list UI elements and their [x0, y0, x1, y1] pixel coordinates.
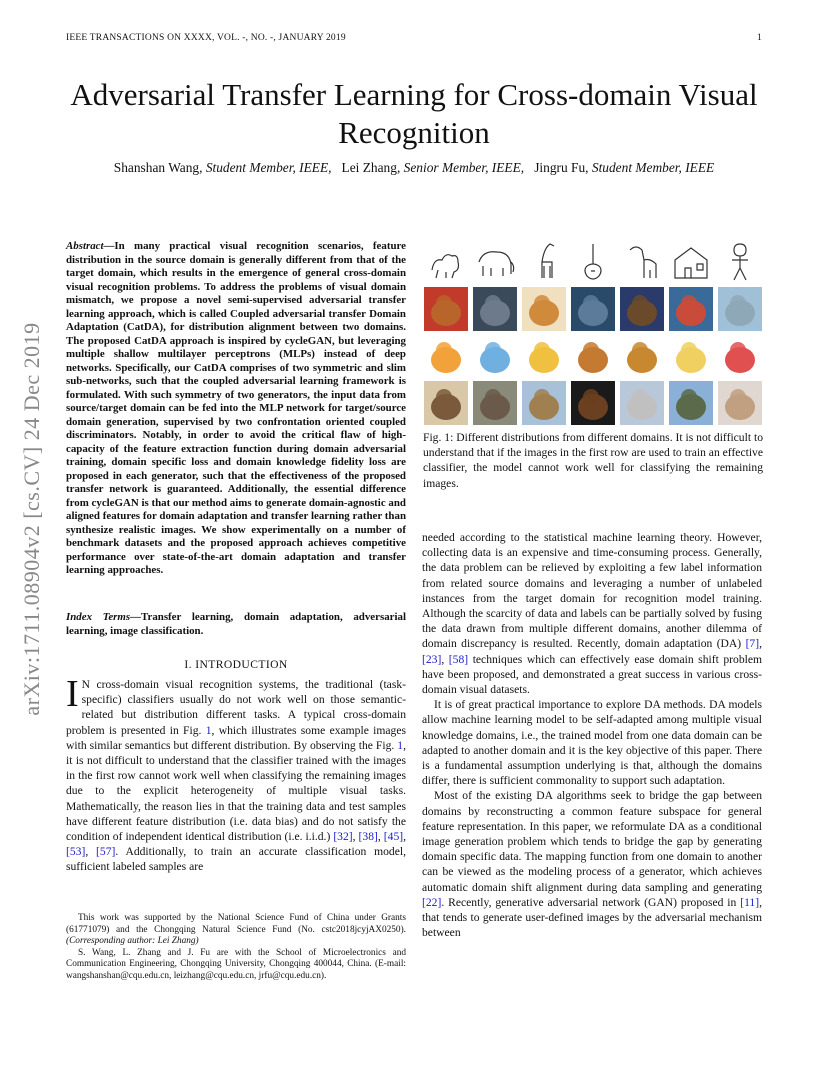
body-text: , that tends to generate user-defined images by the adversarial mechanism between: [422, 895, 762, 940]
index-terms: [66, 611, 406, 638]
paragraph: needed according to the statistical machine learning theory. However, collecting data is an expensive and time-consuming process. Generally, the data problem can be relieved by exploiting a few label information from related source domains and leveraging a number of unlabeled instances from the target domain for recognition model training. Although the scarcity of data and labels can be partially solved by fusing the data drawn from multiple different domains, another dilemma of domain discrepancy is resulted. Recently, domain adaptation (DA) [7], [23], [58] techniques which can effectively ease domain shift problem have been proposed, and demonstrated a great success in various cross-domain visual datasets.: [422, 531, 763, 697]
citation-link[interactable]: [22]: [422, 895, 442, 909]
citation-link[interactable]: [11]: [740, 895, 760, 909]
citation-link[interactable]: [7]: [745, 637, 760, 651]
person-photo-image: [718, 381, 762, 425]
figure-caption: Fig. 1: Different distributions from different domains. It is not difficult to understand that if the images in the first row are used to train an effective classifier, the model cannot work well for classifying the remaining images.: [423, 431, 763, 490]
body-text: needed according to the statistical machine learning theory. However, collecting data is an expensive and time-consuming process. Generally, the data problem can be relieved by exploiting a few label information from related source domains and leveraging a number of unlabeled instances from the target domain for recognition model training. Although the scarcity of data and labels can be partially solved by fusing the data drawn from multiple different domains, another dilemma of domain discrepancy is resulted. Recently, domain adaptation (DA): [422, 531, 762, 651]
person-painting-image: [718, 287, 762, 331]
running-header: [66, 33, 762, 47]
funding-footnote: [66, 913, 406, 948]
author-role: Student Member, IEEE,: [205, 160, 332, 175]
figure-1: [424, 240, 764, 424]
dog-photo-image: [424, 381, 468, 425]
author-role: Senior Member, IEEE,: [403, 160, 525, 175]
index-terms-label: Index Terms: [66, 611, 131, 623]
author-role: Student Member, IEEE: [591, 160, 715, 175]
author-name: Jingru Fu,: [534, 160, 589, 175]
guitar-sketch-image: [571, 240, 615, 284]
body-text: Most of the existing DA algorithms seek to bridge the gap between domains by reconstructing a common feature subspace for general feature representation. In this paper, we reformulate DA as a conditional image generation problem which tends to bridge the gap by generating domain specific data. The mapping function from one domain to another can be viewed as the modeling process of a generator, which achieves automatic domain shift alignment during data sampling and generating: [422, 789, 762, 894]
citation-link[interactable]: [58]: [448, 652, 469, 666]
section-title: INTRODUCTION: [195, 658, 288, 671]
giraffe-cartoon-image: [522, 334, 566, 378]
person-sketch-image: [718, 240, 762, 284]
footnotes: [66, 913, 406, 983]
horse-photo-image: [620, 381, 664, 425]
elephant-painting-image: [473, 287, 517, 331]
intro-text: . Additionally, to train an accurate classification model, sufficient labeled samples are: [66, 845, 406, 874]
giraffe-sketch-image: [522, 240, 566, 284]
figure-image-grid: [424, 240, 764, 425]
intro-text: , which illustrates some example images with similar semantics but different distribution. By observing the Fig.: [66, 723, 407, 752]
elephant-cartoon-image: [473, 334, 517, 378]
fig-ref-link[interactable]: 1: [205, 723, 212, 737]
house-photo-image: [669, 381, 713, 425]
person-cartoon-image: [718, 334, 762, 378]
paper-title: Adversarial Transfer Learning for Cross-domain Visual Recognition: [70, 77, 758, 150]
dog-cartoon-image: [424, 334, 468, 378]
dog-sketch-image: [424, 240, 468, 284]
paragraph: [422, 788, 762, 940]
house-painting-image: [669, 287, 713, 331]
elephant-photo-image: [473, 381, 517, 425]
horse-sketch-image: [620, 240, 664, 284]
house-cartoon-image: [669, 334, 713, 378]
index-terms-text: —Transfer learning, domain adaptation, adversarial learning, image classification.: [66, 611, 406, 637]
arxiv-stamp: [20, 284, 44, 754]
dropcap: I: [66, 673, 79, 715]
intro-paragraph: I N cross-domain visual recognition systems, the traditional (task-specific) classifiers usually do not work well on those semantic-related but distribution different tasks. A typical cross-domain problem is presented in Fig. 1, which illustrates some example images with similar semantics but different distribution. By observing the Fig. 1, it is not difficult to understand that the classifier trained with the images in the first row cannot work well when classifying the remaining images due to the explicit heterogeneity of multiple visual tasks. Mathematically, the reason lies in that the training data and test samples have different feature distribution (i.e. data bias) and do not satisfy the condition of independent identical distribution (i.e. i.i.d.) [32], [38], [45], [53], [57]. Additionally, to train an accurate classification model, sufficient labeled samples are: [66, 673, 407, 874]
house-sketch-image: [669, 240, 713, 284]
body-text: . Recently, generative adversarial network (GAN) proposed in: [441, 895, 741, 909]
journal-line: IEEE TRANSACTIONS ON XXXX, VOL. -, NO. -, JANUARY 2019: [66, 33, 346, 43]
guitar-cartoon-image: [571, 334, 615, 378]
citation-link[interactable]: [53]: [66, 845, 86, 859]
right-column-text: [422, 530, 762, 940]
guitar-photo-image: [571, 381, 615, 425]
page-number: 1: [757, 33, 762, 43]
citation-link[interactable]: [57]: [96, 845, 116, 859]
body-text: techniques which can effectively ease domain shift problem have been proposed, and demonstrated a great success in various cross-domain visual datasets.: [422, 652, 763, 697]
author-line: [40, 160, 788, 176]
elephant-sketch-image: [473, 240, 517, 284]
intro-text: , it is not difficult to understand that the classifier trained with the images in the first row cannot work well when classifying the remaining images due to the explicit heterogeneity of multiple visual tasks. Mathematically, the reason lies in that the training data and test samples have different feature distribution (i.e. data bias) and do not satisfy the condition of independent identical distribution (i.e. i.i.d.): [66, 738, 406, 844]
fig-ref-link[interactable]: 1: [397, 738, 404, 752]
author-name: Lei Zhang,: [341, 160, 401, 175]
citation-link[interactable]: [23]: [422, 652, 442, 666]
corresponding-author: (Corresponding author: Lei Zhang): [66, 936, 199, 947]
citation-link[interactable]: [38]: [358, 830, 378, 844]
citation-link[interactable]: [45]: [383, 830, 404, 844]
paragraph: It is of great practical importance to explore DA methods. DA models allow machine learning model to be self-adapted among multiple visual knowledge domains, i.e., the trained model from one data domain can be adapted to another domain and it is the key objective of this paper. There is a fundamental assumption underlying is that, although the domains differ, there is sufficient commonality to support such adaptation.: [422, 698, 762, 788]
dog-painting-image: [424, 287, 468, 331]
section-number: I.: [184, 658, 192, 671]
author-name: Shanshan Wang,: [113, 160, 203, 175]
horse-cartoon-image: [620, 334, 664, 378]
giraffe-painting-image: [522, 287, 566, 331]
citation-link[interactable]: [32]: [333, 830, 353, 844]
funding-text: This work was supported by the National Science Fund of China under Grants (61771079) and the Chongqing Natural Science Fund (No. cstc2018jcyjAX0250).: [66, 913, 406, 935]
affiliation-footnote: S. Wang, L. Zhang and J. Fu are with the School of Microelectronics and Communication Engineering, Chongqing University, Chongqing 400044, China. (E-mail: wangshanshan@cqu.edu.cn, leizhang@cqu.edu.cn, jrfu@cqu.edu.cn).: [66, 947, 406, 981]
intro-text: N cross-domain visual recognition systems, the traditional (task-specific) classifiers usually do not work well on those semantic-related but distribution different tasks. A typical cross-domain problem is presented in Fig.: [66, 678, 406, 737]
abstract-label: Abstract: [66, 240, 104, 252]
giraffe-photo-image: [522, 381, 566, 425]
abstract: [66, 240, 406, 578]
horse-painting-image: [620, 287, 664, 331]
arxiv-stamp-text: arXiv:1711.08904v2 [cs.CV] 24 Dec 2019: [19, 322, 44, 716]
section-heading: [66, 658, 406, 671]
guitar-painting-image: [571, 287, 615, 331]
abstract-text: —In many practical visual recognition scenarios, feature distribution in the source domain is generally different from that of the target domain, which results in the emergence of general cross-domain visual recognition problems. To address the problems of visual domain mismatch, we propose a novel semi-supervised adversarial transfer learning approach, which is called Coupled adversarial transfer Domain Adaptation (CatDA), for distribution alignment between two domains. The proposed CatDA approach is inspired by cycleGAN, but leveraging multiple shallow multilayer perceptrons (MLPs) instead of deep networks. Specifically, our CatDA comprises of two symmetric and slim sub-networks, such that the coupled adversarial learning framework is formulated. With such symmetry of two generators, the input data from source/target domain can be fed into the MLP network for target/source domain generation, supervised by two confrontation oriented coupled discriminators. Notably, in order to avoid the critical flaw of high-capacity of the feature extraction function during domain adversarial training, domain specific loss and domain knowledge fidelity loss are proposed in each generator, such that the effectiveness of the proposed transfer network is guaranteed. Additionally, the essential difference from cycleGAN is that our method aims to generate domain-agnostic and aligned features for domain adaptation and transfer learning rather than synthesize realistic images. We show experimentally on a number of benchmark datasets and the proposed approach achieves competitive performance over state-of-the-art domain adaptation and transfer learning approaches.: [66, 240, 406, 576]
